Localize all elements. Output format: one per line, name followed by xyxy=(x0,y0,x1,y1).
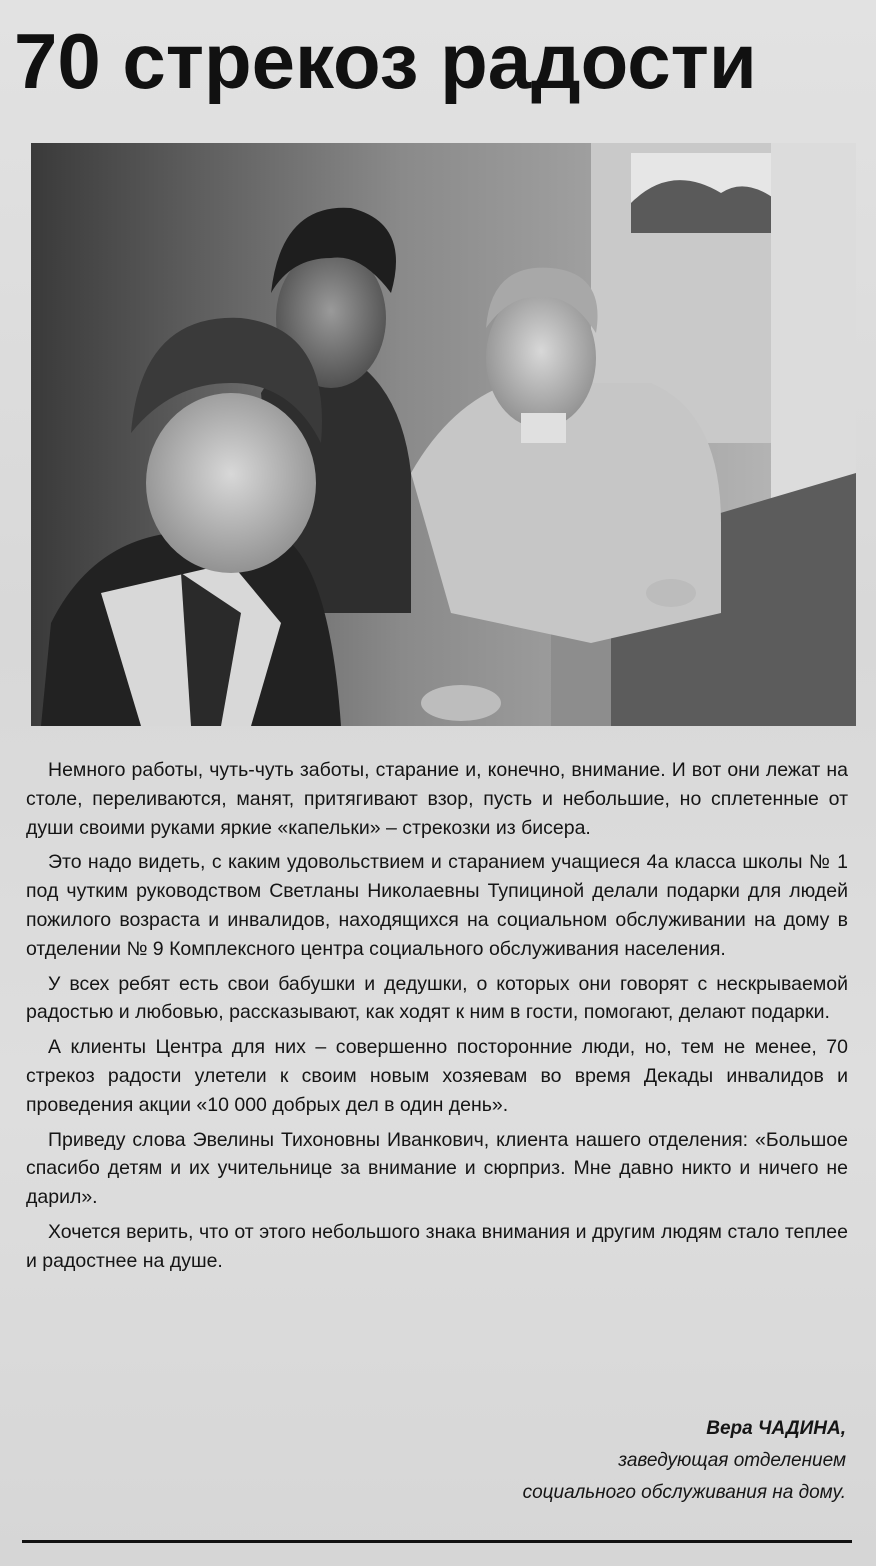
article-headline: 70 стрекоз радости xyxy=(14,17,757,105)
article-paragraph: Немного работы, чуть-чуть заботы, старание и, конечно, внимание. И вот они лежат на столе, переливаются, манят, притягивают взор, пусть и небольшие, но сплетенные от души своими руками яркие «капельки» – стрекозки из бисера. xyxy=(26,759,848,839)
author-position-line1: заведующая отделением xyxy=(618,1450,846,1471)
author-position-line2: социального обслуживания на дому. xyxy=(522,1482,846,1503)
article-body xyxy=(26,756,848,1282)
article-paragraph: Хочется верить, что от этого небольшого знака внимания и другим людям стало теплее и радостнее на душе. xyxy=(26,1220,848,1272)
article-signature xyxy=(346,1413,846,1509)
article-paragraph: У всех ребят есть свои бабушки и дедушки, о которых они говорят с нескрываемой радостью и любовью, рассказывают, как ходят к ним в гости, помогают, делают подарки. xyxy=(26,972,848,1024)
section-divider xyxy=(22,1540,852,1543)
article-paragraph: А клиенты Центра для них – совершенно посторонние люди, но, тем не менее, 70 стрекоз радости улетели к своим новым хозяевам во время Декады инвалидов и проведения акции «10 000 добрых дел в один день». xyxy=(26,1036,848,1116)
article-photo xyxy=(31,143,856,726)
photo-children-at-table xyxy=(31,143,856,726)
article-paragraph: Это надо видеть, с каким удовольствием и старанием учащиеся 4а класса школы № 1 под чутким руководством Светланы Николаевны Тупициной делали подарки для людей пожилого возраста и инвалидов, находящихся на социальном обслуживании на дому в отделении № 9 Комплексного центра социального обслуживания населения. xyxy=(26,851,848,960)
article-paragraph: Приведу слова Эвелины Тихоновны Иванкович, клиента нашего отделения: «Большое спасибо детям и их учительнице за внимание и сюрприз. Мне давно никто и ничего не дарил». xyxy=(26,1128,848,1209)
author-name: Вера ЧАДИНА, xyxy=(706,1418,846,1439)
